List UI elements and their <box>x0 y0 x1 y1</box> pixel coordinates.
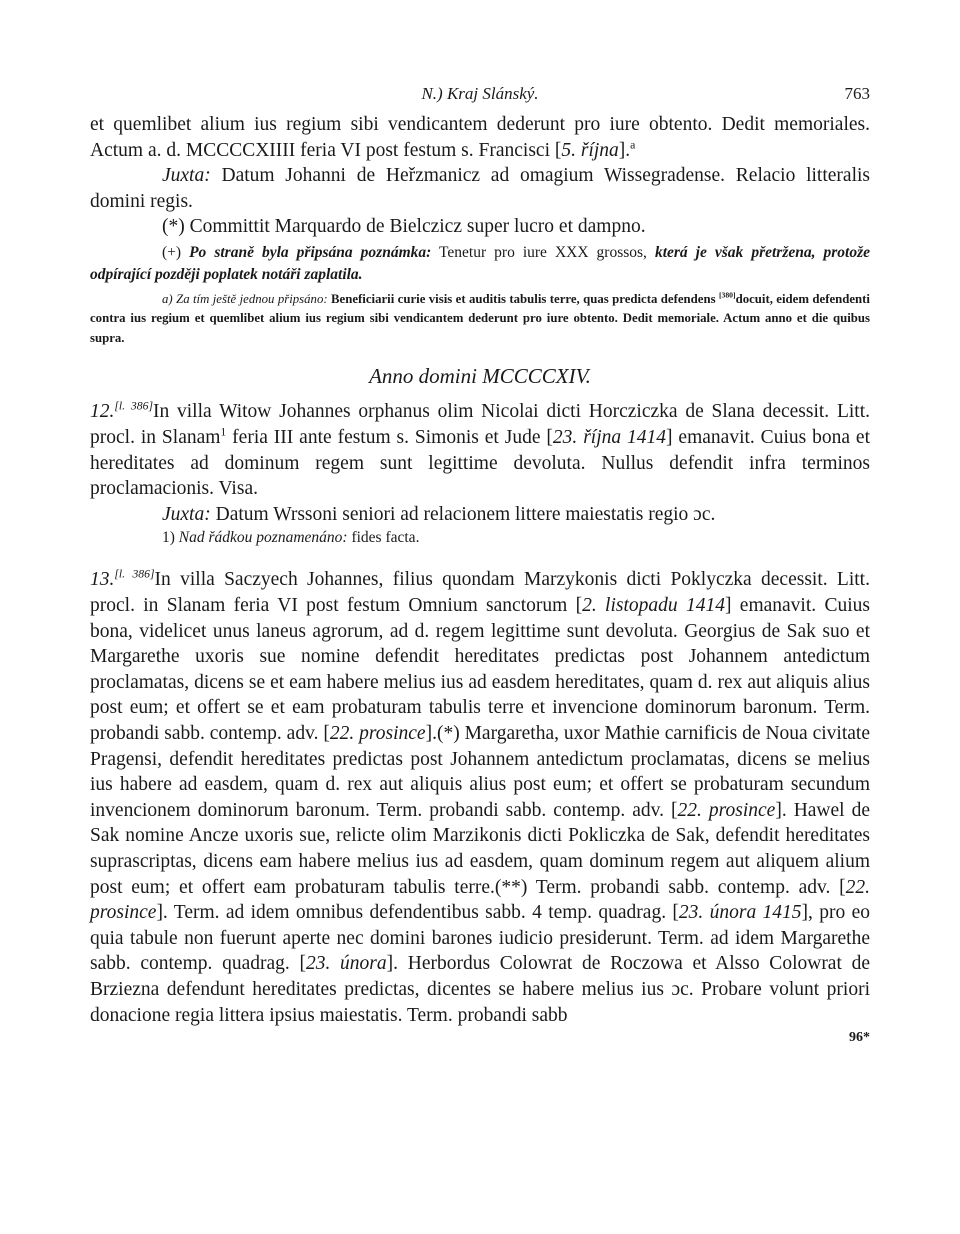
entry-text: ]. Hawel de Sak nomine Ancze uxoris sue, relicte olim Marzikonis dicti Pokliczka de Sak, defendit hereditates suprascriptas, dicens eam habere melius ius ad easdem, quam dominum regem aut aliquem alium post eum; et offert eam probaturam tabulis terre.(**) Term. probandi sabb. contemp. adv. [ <box>90 799 870 898</box>
entry-text: feria III ante festum s. Simonis et Jude [ <box>226 427 553 449</box>
text-fragment: ]. <box>618 139 631 161</box>
signature-mark: 96* <box>849 1030 870 1046</box>
footnote-latin: fides facta. <box>347 529 420 547</box>
cross-note-czech-2: která je však přetržena, protože odpírající později poplatek notáři zaplatila. <box>90 243 870 283</box>
note-marker: a <box>630 138 636 152</box>
footnote-marker: 1 <box>220 425 227 439</box>
date-reference: 23. října 1414 <box>552 427 667 449</box>
date-reference: 2. listopadu 1414 <box>582 595 725 617</box>
juxta-label: Juxta: <box>162 165 211 187</box>
date-reference: 22. prosince <box>90 876 870 924</box>
cross-note-czech: Po straně byla připsána poznámka: <box>181 243 432 261</box>
section-title: Anno domini MCCCCXIV. <box>369 364 591 389</box>
continued-text: et quemlibet alium ius regium sibi vendicantem dederunt pro iure obtento. Dedit memoriales. Actum a. d. MCCCCXIIII feria VI post festum s. Francisci [ <box>90 114 870 161</box>
page <box>90 78 870 1046</box>
entry-text: ].(*) Margaretha, uxor Mathie carnificis de Noua civitate Pragensi, defendit hereditates predictas post Johannem antedictum proclamatas, dicens se melius ius habere ad easdem, quam d. rex aut aliquis alius post eum; et offert se probaturam secundum invencionem dominorum baronum. Term. probandi sabb. contemp. adv. [ <box>90 723 870 821</box>
a-note-latin-2: docuit, eidem defendenti contra ius regium et quemlibet alium ius regium sibi vendicantem dederunt pro iure obtento. Dedit memoriale. Actum anno et die quibus supra. <box>90 291 870 345</box>
entry-text: In villa Witow Johannes orphanus olim Nicolai dicti Horcziczka de Slana decessit. Litt. procl. in Slanam <box>90 401 870 449</box>
date-reference: 5. října <box>561 139 619 161</box>
entry-12 <box>90 399 870 501</box>
a-note-czech: Za tím ještě jednou připsáno: <box>172 291 328 306</box>
entry-12-juxta <box>90 502 870 528</box>
cross-marker: (+) <box>162 243 182 261</box>
juxta-paragraph <box>90 163 870 214</box>
entry-text: ] emanavit. Cuius bona, videlicet unus laneus agrorum, ad d. regem legittime sunt devoluta. Georgius de Sak suo et Margarethe uxoris sue nomine defendit hereditates predictas post Johannem antedictum proclamatas, dicens se et eam habere melius ius ad easdem hereditates, quam d. rex aut aliquis alius post eum; et offert se et eam probaturam tabulis terre et invencione dominorum baronum. Term. probandi sabb. contemp. adv. [ <box>90 595 870 744</box>
a-note <box>90 290 870 349</box>
running-head: N.) Kraj Slánský. <box>421 84 539 103</box>
a-note-latin: Beneficiarii curie visis et auditis tabulis terre, quas predicta defendens <box>327 291 719 306</box>
juxta-label: Juxta: <box>162 503 211 525</box>
folio-reference: [l. 386] <box>114 567 155 581</box>
entry-number: 12. <box>90 401 115 423</box>
page-header <box>90 78 870 112</box>
juxta-text: Datum Johanni de Heřzmanicz ad omagium Wissegradense. Relacio litteralis domini regis. <box>90 165 870 212</box>
footnote-marker: 1) <box>162 529 175 547</box>
entry-13 <box>90 567 870 1028</box>
entry-text: In villa Saczyech Johannes, filius quondam Marzykonis dicti Poklyczka decessit. Litt. procl. in Slanam feria VI post festum Omnium sanctorum [ <box>90 569 870 617</box>
date-reference: 22. prosince <box>329 723 426 744</box>
cross-note <box>90 242 870 286</box>
entry-text: ] emanavit. Cuius bona et hereditates ad dominum regem sunt legittime devoluta. Nullus defendit infra terminos proclamacionis. Visa. <box>90 427 870 500</box>
continued-paragraph <box>90 112 870 163</box>
entry-text: ]. Term. ad idem omnibus defendentibus sabb. 4 temp. quadrag. [ <box>156 902 679 924</box>
folio-reference: [380] <box>718 290 736 300</box>
juxta-text: Datum Wrssoni seniori ad relacionem littere maiestatis regio ɔc. <box>210 503 716 525</box>
cross-note-latin: Tenetur pro iure XXX grossos, <box>431 243 655 261</box>
entry-text: ], pro eo quia tabule non fuerunt aperte nec domini barones iudicio presiderunt. Term. ad idem Margarethe sabb. contemp. quadrag. [ <box>90 902 870 975</box>
page-number: 763 <box>844 84 870 103</box>
star-note: (*) Committit Marquardo de Bielczicz super lucro et dampno. <box>162 216 646 238</box>
a-marker: a) <box>162 291 173 306</box>
date-reference: 22. prosince <box>677 799 776 821</box>
entry-number: 13. <box>90 569 115 591</box>
date-reference: 23. února 1415 <box>678 902 802 924</box>
spacer <box>90 549 870 567</box>
date-reference: 23. února <box>305 953 387 975</box>
entry-12-footnote <box>90 527 870 549</box>
entry-text: ]. Herbordus Colowrat de Roczowa et Alsso Colowrat de Brziezna defendunt hereditates predictas, dicentes se habere melius ius ɔc. Probare volunt priori donacione regia littera ipsius maiestatis. Term. probandi sabb <box>90 953 871 1026</box>
folio-reference: [l. 386] <box>114 399 153 413</box>
footnote-czech: Nad řádkou poznamenáno: <box>174 529 348 547</box>
